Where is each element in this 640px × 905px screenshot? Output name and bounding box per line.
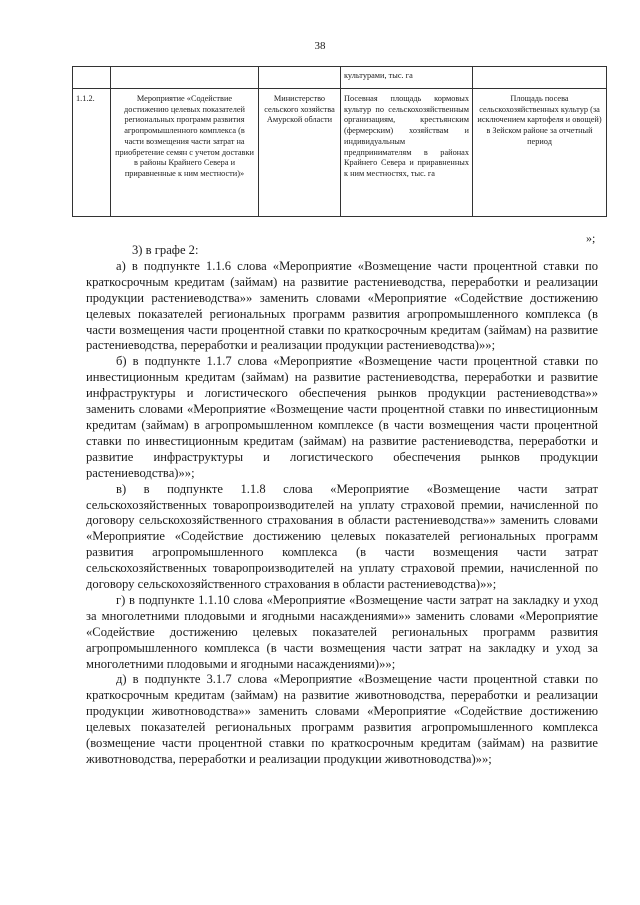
table-cell-indicator: Посевная площадь кормовых культур по сельскохозяйственным организациям, крестьянским (фермерским) хозяйствам и индивидуальным предпринимателям в районах Крайнего Севера и приравненных к ним местностях, тыс. га: [341, 89, 473, 217]
table-cell-executor: Министерство сельского хозяйства Амурской области: [259, 89, 341, 217]
table-cell-indicator-continued: культурами, тыс. га: [341, 67, 473, 89]
paragraph-g: г) в подпункте 1.1.10 слова «Мероприятие «Возмещение части затрат на закладку и уход за многолетними плодовыми и ягодными насаждениями»» заменить словами «Мероприятие «Содействие достижению целевых показателей региональных программ развития агропромышленного комплекса (в части возмещения части затрат на закладку и уход за многолетними плодовыми и ягодными насаждениями)»»;: [86, 592, 598, 671]
page-number: 38: [314, 40, 326, 52]
table-cell: [111, 67, 259, 89]
table-cell: [259, 67, 341, 89]
paragraph-v: в) в подпункте 1.1.8 слова «Мероприятие «Возмещение части затрат сельскохозяйственных товаропроизводителей на уплату страховой премии, начисленной по договору сельскохозяйственного страхования в области растениеводства»» заменить словами «Мероприятие «Содействие достижению целевых показателей региональных программ развития агропромышленного комплекса (в части возмещения части затрат сельскохозяйственных товаропроизводителей на уплату страховой премии, начисленной по договору сельскохозяйственного страхования в области растениеводства)»»;: [86, 481, 598, 592]
table-cell-number: 1.1.2.: [73, 89, 111, 217]
paragraph-b: б) в подпункте 1.1.7 слова «Мероприятие «Возмещение части процентной ставки по инвестиционным кредитам (займам) на развитие растениеводства, переработки и развитие инфраструктуры и логистического обеспечения рынков продукции растениеводства»» заменить словами «Мероприятие «Возмещение части процентной ставки по инвестиционным кредитам (займам) в агропромышленном комплексе (в части возмещения части процентной ставки по инвестиционным кредитам (займам) на развитие растениеводства, переработки и развитие инфраструктуры и логистического обеспечения рынков продукции растениеводства)»»;: [86, 354, 598, 480]
closing-quote-mark: »;: [586, 231, 596, 245]
table-row: [73, 89, 607, 217]
table-cell: [473, 67, 607, 89]
section-intro: 3) в графе 2:: [132, 243, 199, 257]
table-cell-calculation: Площадь посева сельскохозяйственных культур (за исключением картофеля и овощей) в Зейском районе за отчетный период: [473, 89, 607, 217]
document-body: [86, 243, 598, 768]
table-cell-event: Мероприятие «Содействие достижению целевых показателей региональных программ развития агропромышленного комплекса (в части возмещения части затрат на приобретение семян с учетом доставки в районы Крайнего Севера и приравненные к ним местности)»: [111, 89, 259, 217]
table-row: [73, 67, 607, 89]
program-table: [72, 66, 607, 217]
table-cell: [73, 67, 111, 89]
paragraph-d: д) в подпункте 3.1.7 слова «Мероприятие «Возмещение части процентной ставки по краткосрочным кредитам (займам) на развитие животноводства, переработки и реализации продукции животноводства»» заменить словами «Мероприятие «Содействие достижению целевых показателей региональных программ развития агропромышленного комплекса (возмещение части процентной ставки по краткосрочным кредитам (займам) на развитие животноводства, переработки и реализации продукции животноводства)»»;: [86, 672, 598, 766]
paragraph-a: а) в подпункте 1.1.6 слова «Мероприятие «Возмещение части процентной ставки по краткосрочным кредитам (займам) на развитие растениеводства, переработки и реализации продукции растениеводства»» заменить словами «Мероприятие «Содействие достижению целевых показателей региональных программ развития агропромышленного комплекса (в части возмещения части процентной ставки по краткосрочным кредитам (займам) на развитие растениеводства, переработки и реализации продукции растениеводства)»»;: [86, 258, 598, 353]
